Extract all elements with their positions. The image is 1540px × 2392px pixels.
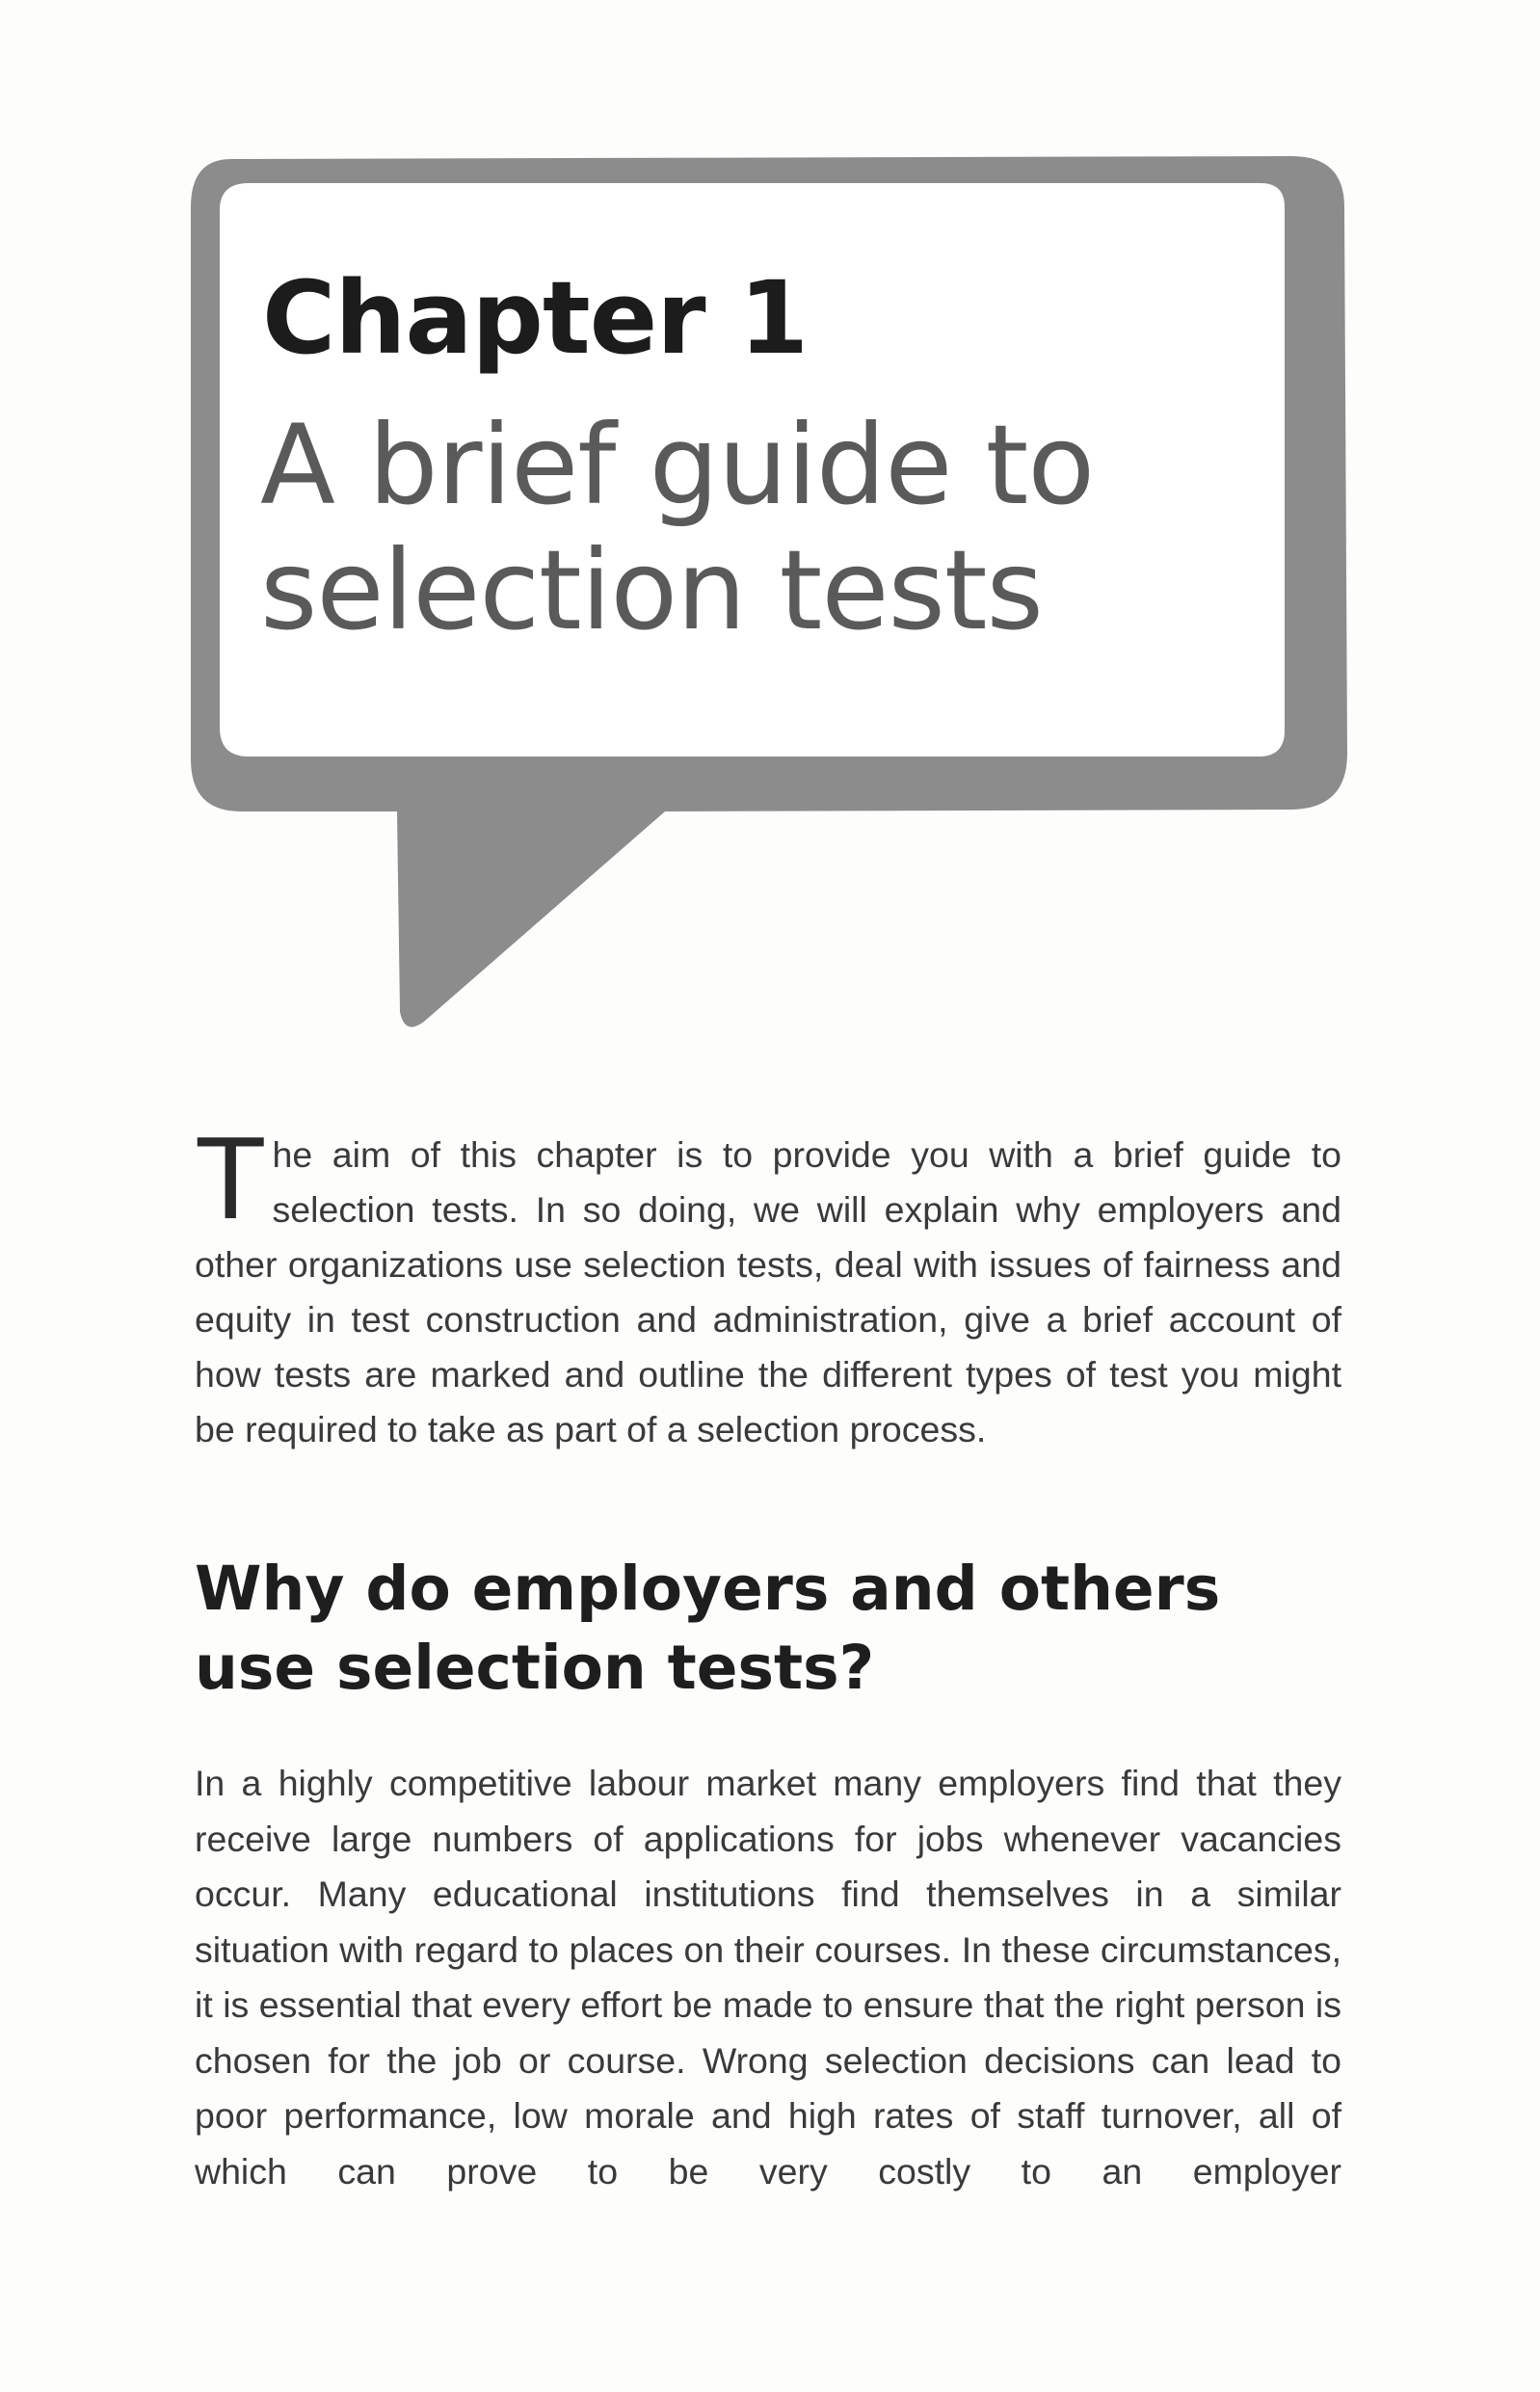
drop-cap: T: [195, 1112, 267, 1243]
body-paragraph: In a highly competitive labour market many employers find that they receive large numbers of applications for jobs whenever vacancies occur. Many educational institutions find themselves in a similar situation with regard to places on their courses. In these circumstances, it is essential that every effort be made to ensure that the right person is chosen for the job or course. Wrong selection decisions can lead to poor performance, low morale and high rates of staff turnover, all of which can prove to be very costly to an employer: [195, 1763, 1341, 2192]
intro-paragraph: [195, 1112, 1341, 1457]
chapter-number: Chapter 1: [262, 259, 809, 377]
intro-text: he aim of this chapter is to provide you with a brief guide to selection tests. In so doing, we will explain why employers and other organizations use selection tests, deal with issues of fairness and equity in test construction and administration, give a brief account of how tests are marked and outline the different types of test you might be required to take as part of a selection process.: [195, 1134, 1341, 1449]
section-heading: Why do employers and others use selection tests?: [195, 1554, 1221, 1703]
chapter-title: A brief guide to selection tests: [260, 401, 1095, 654]
